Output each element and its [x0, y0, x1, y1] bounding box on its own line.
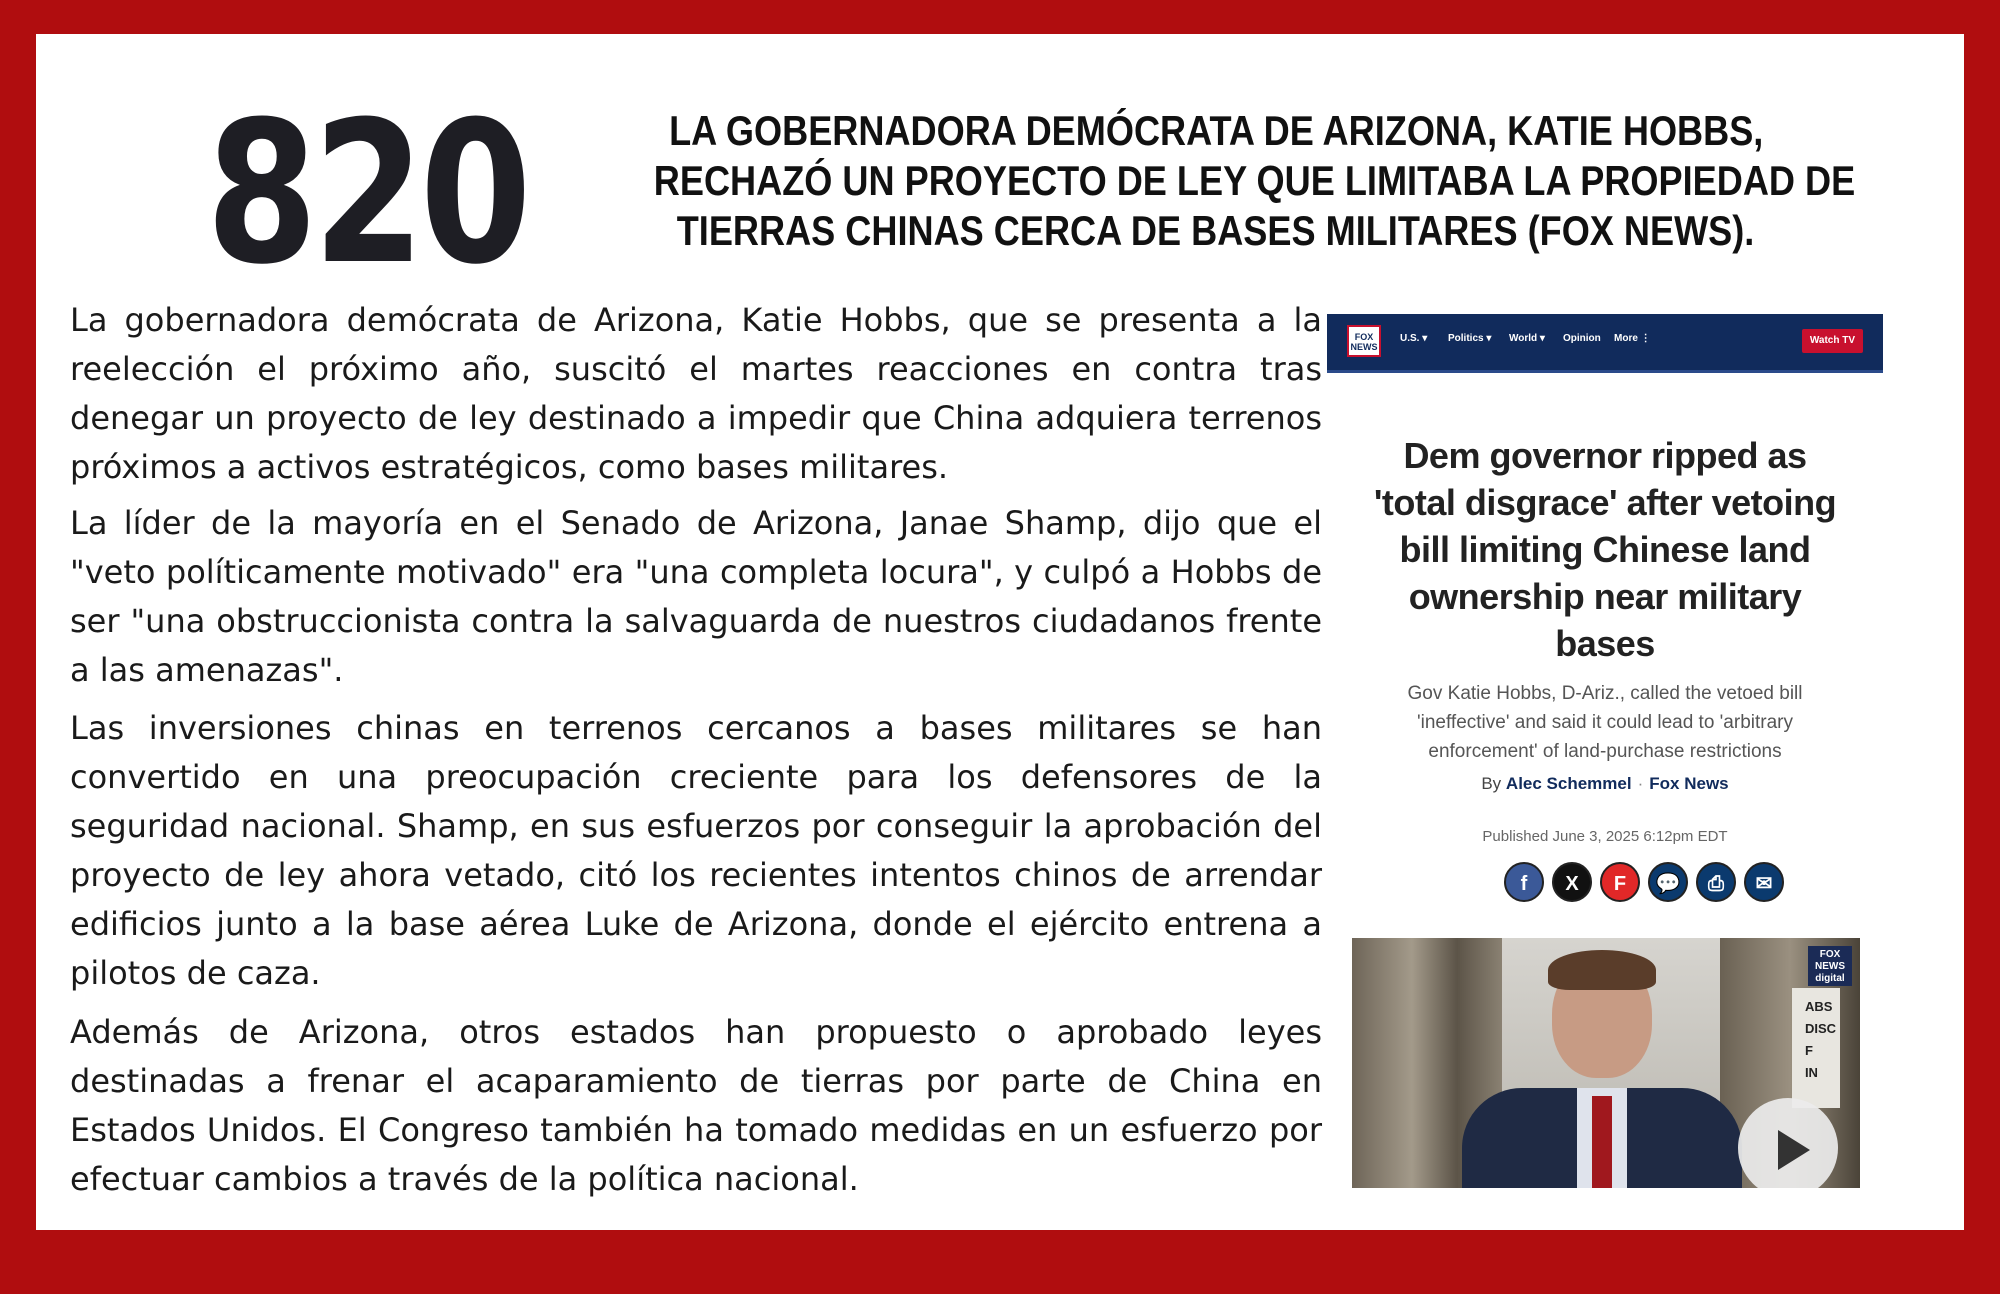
video-person-hair — [1548, 950, 1656, 990]
paragraph-1: La gobernadora demócrata de Arizona, Katie Hobbs, que se presenta a la reelección el próximo año, suscitó el martes reacciones en contra tras denegar un proyecto de ley destinado a impedir que China adquiera terrenos próximos a activos estratégicos, como bases militares. — [70, 301, 1322, 486]
byline-prefix: By — [1481, 774, 1502, 793]
outlet-link[interactable]: Fox News — [1649, 774, 1729, 793]
news-navbar — [1327, 314, 1883, 373]
post-number: 820 — [206, 80, 527, 308]
flipboard-icon[interactable]: F — [1600, 862, 1640, 902]
paragraph-2: La líder de la mayoría en el Senado de Arizona, Janae Shamp, dijo que el "veto políticamente motivado" era "una completa locura", y culpó a Hobbs de ser "una obstruccionista contra la salvaguarda de nuestros ciudadanos frente a las amenazas". — [70, 504, 1322, 689]
watch-tv-button[interactable]: Watch TV — [1802, 329, 1863, 353]
headline — [556, 106, 1876, 256]
x-icon[interactable]: X — [1552, 862, 1592, 902]
paragraph-3: Las inversiones chinas en terrenos cercanos a bases militares se han convertido en una preocupación creciente para los defensores de la seguridad nacional. Shamp, en sus esfuerzos por conseguir la aprobación del proyecto de ley ahora vetado, citó los recientes intentos chinos de arrendar edificios junto a la base aérea Luke de Arizona, donde el ejército entrena a pilotos de caza. — [70, 709, 1322, 992]
video-player[interactable] — [1352, 938, 1860, 1188]
email-icon[interactable]: ✉ — [1744, 862, 1784, 902]
article-screenshot — [1327, 314, 1883, 1194]
headline-line-2: RECHAZÓ UN PROYECTO DE LEY QUE LIMITABA LA PROPIEDAD DE — [653, 157, 1856, 204]
article-subtitle: Gov Katie Hobbs, D-Ariz., called the vetoed bill 'ineffective' and said it could lead to 'arbitrary enforcement' of land-purchase restrictions — [1407, 683, 1803, 762]
nav-item-opinion[interactable]: Opinion — [1563, 333, 1601, 344]
play-icon[interactable] — [1738, 1098, 1838, 1188]
nav-item-us[interactable]: U.S. ▾ — [1400, 333, 1428, 344]
byline — [1327, 774, 1883, 794]
fox-news-logo[interactable]: FOX NEWS — [1347, 325, 1381, 357]
video-person-tie — [1592, 1096, 1612, 1188]
article-title: Dem governor ripped as 'total disgrace' after vetoing bill limiting Chinese land ownership near military bases — [1373, 435, 1837, 664]
nav-item-politics[interactable]: Politics ▾ — [1448, 333, 1492, 344]
headline-line-3: TIERRAS CHINAS CERCA DE BASES MILITARES (FOX NEWS). — [677, 207, 1755, 254]
fox-news-digital-logo: FOX NEWS digital — [1808, 946, 1852, 986]
video-sign-text: ABS DISC F IN — [1804, 999, 1836, 1080]
print-icon[interactable]: ⎙ — [1696, 862, 1736, 902]
author-link[interactable]: Alec Schemmel — [1505, 774, 1632, 793]
byline-separator: · — [1637, 774, 1644, 793]
facebook-icon[interactable]: f — [1504, 862, 1544, 902]
paragraph-4: Además de Arizona, otros estados han propuesto o aprobado leyes destinadas a frenar el acaparamiento de tierras por parte de China en Estados Unidos. El Congreso también ha tomado medidas en un esfuerzo por efectuar cambios a través de la política nacional. — [70, 1013, 1322, 1198]
share-bar — [1504, 862, 1773, 906]
nav-item-world[interactable]: World ▾ — [1509, 333, 1545, 344]
published-date: Published June 3, 2025 6:12pm EDT — [1482, 828, 1728, 845]
content-card — [36, 34, 1964, 1230]
nav-item-more[interactable]: More ⋮ — [1614, 333, 1651, 344]
headline-line-1: LA GOBERNADORA DEMÓCRATA DE ARIZONA, KATIE HOBBS, — [668, 107, 1764, 154]
comment-icon[interactable]: 💬 — [1648, 862, 1688, 902]
